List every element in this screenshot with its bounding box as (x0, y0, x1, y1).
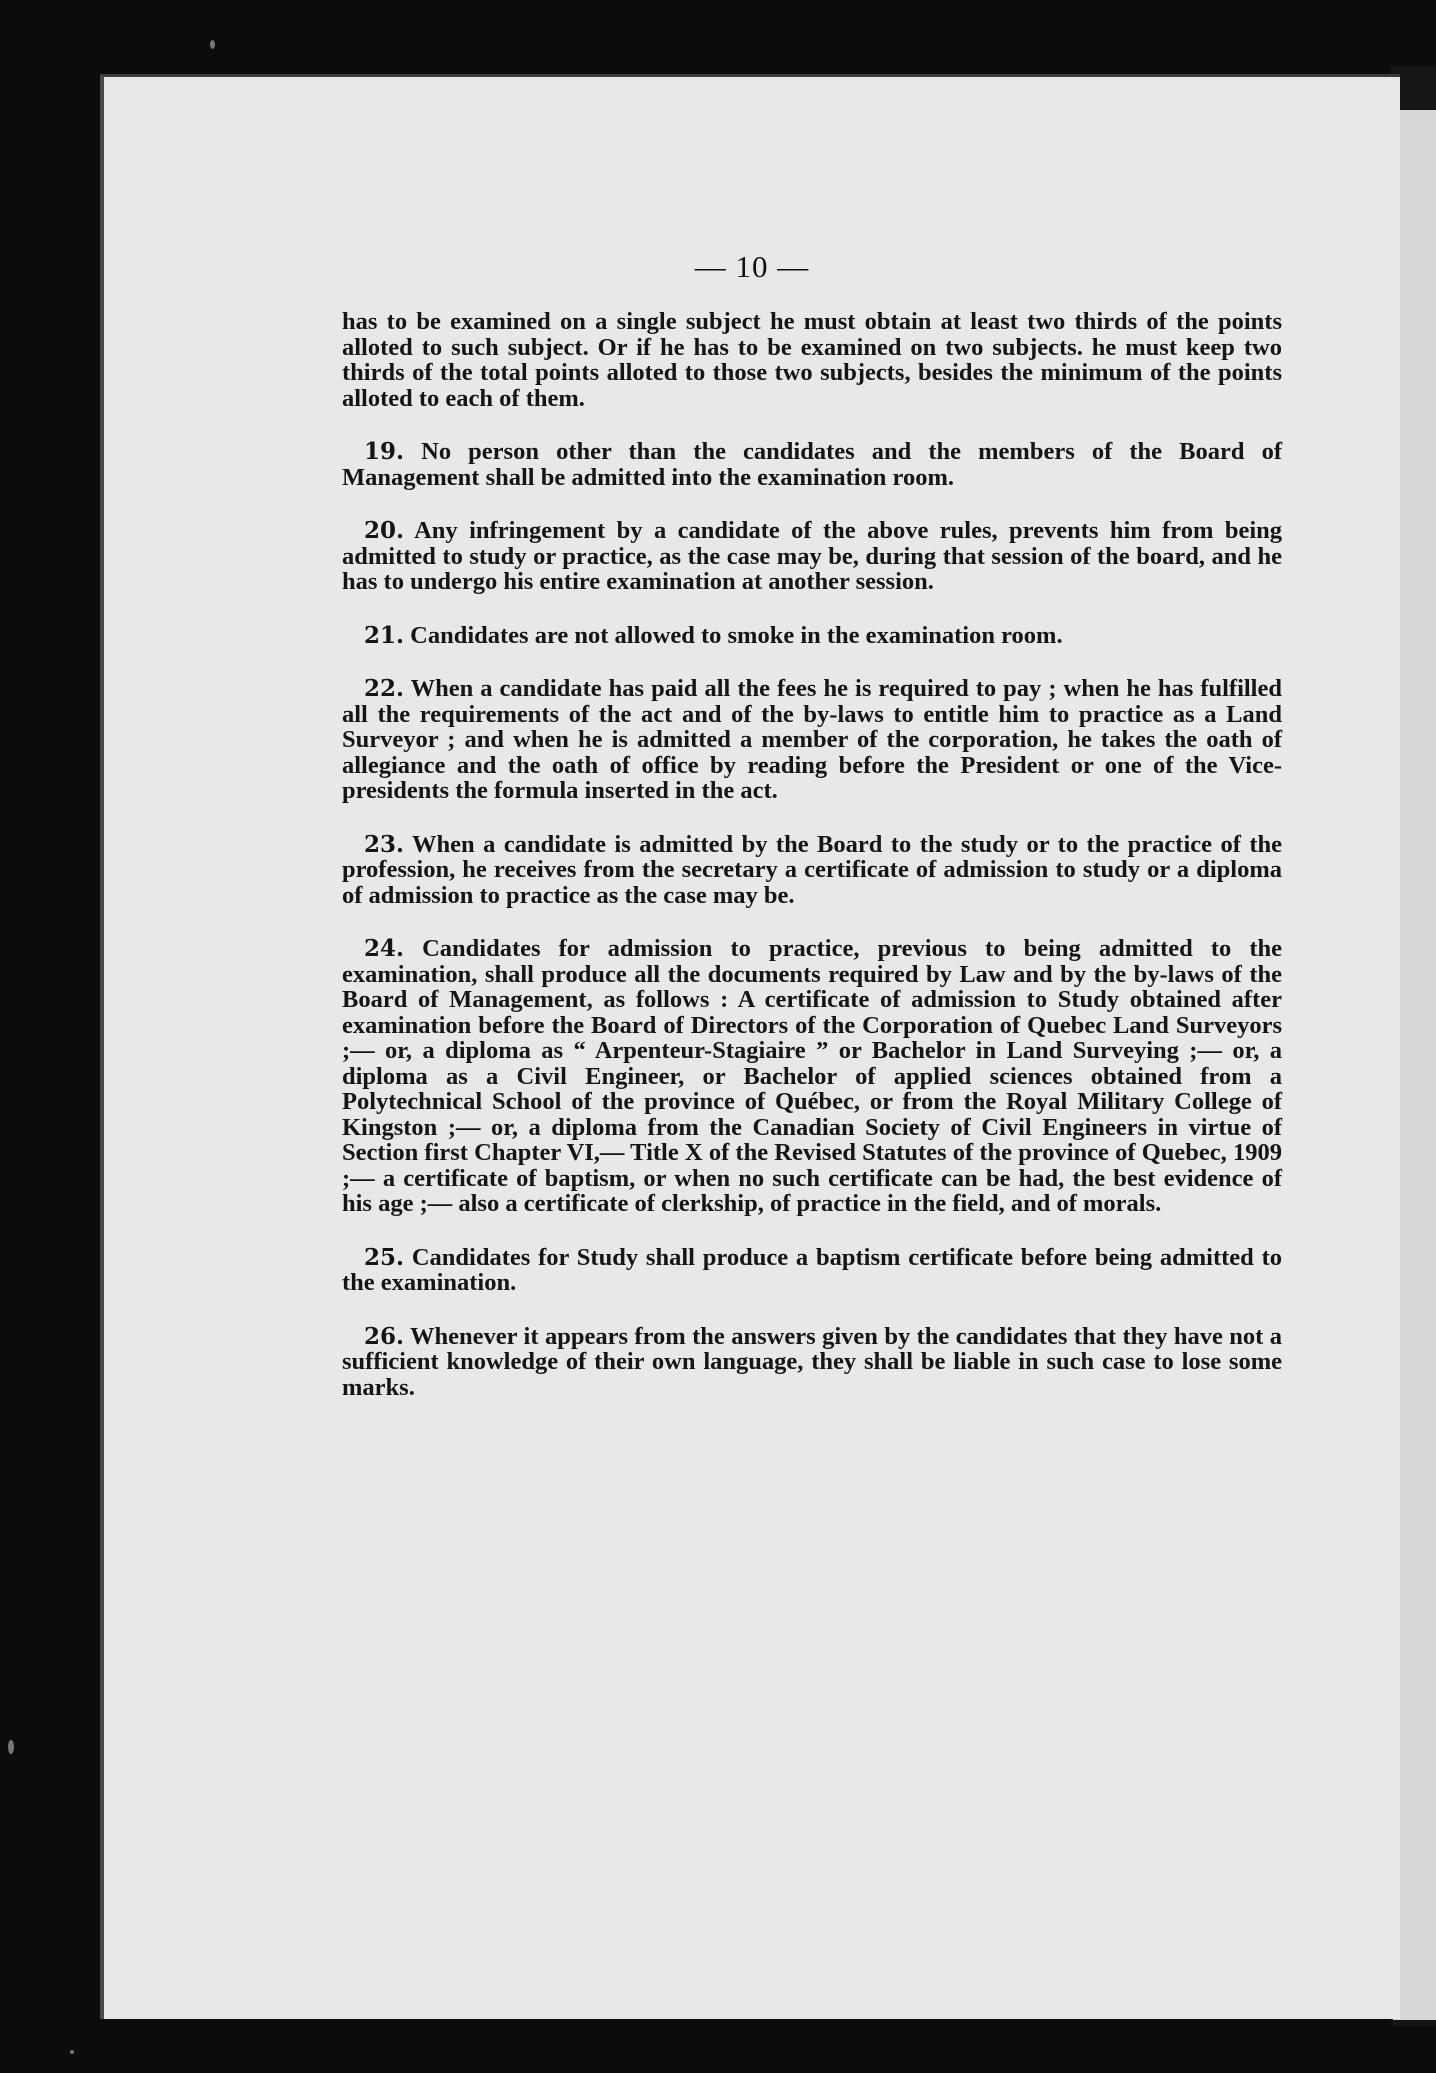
paragraph-continued (342, 309, 1282, 411)
paragraph-text: Candidates for admission to practice, previous to being admitted to the examination, shall produce all the documents required by Law and by the by-laws of the Board of Management, as follows : A certificate of admission to Study obtained after examination before the Board of Directors of the Corporation of Quebec Land Surveyors ;— or, a diploma as “ Arpenteur-Stagiaire ” or Bachelor in Land Surveying ;— or, a diploma as a Civil Engineer, or Bachelor of applied sciences obtained from a Polytechnical School of the province of Québec, or from the Royal Military College of Kingston ;— or, a diploma from the Canadian Society of Civil Engineers in virtue of Section first Chapter VI,— Title X of the Revised Statutes of the province of Quebec, 1909 ;— a certificate of baptism, or when no such certificate can be had, the best evidence of his age ;— also a certificate of clerkship, of practice in the field, and of morals. (342, 935, 1282, 1217)
paragraph-text: has to be examined on a single subject he must obtain at least two thirds of the points alloted to such subject. Or if he has to be examined on two subjects. he must keep two thirds of the total points alloted to those two subjects, besides the minimum of the points alloted to each of them. (342, 308, 1282, 412)
paragraph-text: Candidates are not allowed to smoke in the examination room. (410, 621, 1063, 649)
paragraph-number: 22. (364, 675, 405, 702)
document-page (100, 74, 1400, 2019)
paragraph-21 (342, 623, 1282, 649)
paragraph-26 (342, 1324, 1282, 1401)
paragraph-23 (342, 832, 1282, 909)
paragraph-text: Any infringement by a candidate of the above rules, prevents him from being admitted to study or practice, as the case may be, during that session of the board, and he has to undergo his entire examination at another session. (342, 517, 1282, 595)
scan-speck (210, 40, 215, 49)
scan-speck (8, 1740, 14, 1754)
paragraph-20 (342, 518, 1282, 595)
paragraph-text: When a candidate has paid all the fees he is required to pay ; when he has fulfilled all the requirements of the act and of the by-laws to entitle him to practice as a Land Surveyor ; and when he is admitted a member of the corporation, he takes the oath of allegiance and the oath of office by reading before the President or one of the Vice-presidents the formula inserted in the act. (342, 675, 1282, 804)
document-body (342, 309, 1282, 1428)
paragraph-number: 25. (364, 1243, 405, 1271)
paragraph-number: 24. (364, 935, 405, 962)
paragraph-number: 20. (364, 517, 405, 544)
paragraph-25 (342, 1245, 1282, 1296)
paragraph-text: Whenever it appears from the answers given by the candidates that they have not a sufficient knowledge of their own language, they shall be liable in such case to lose some marks. (342, 1322, 1283, 1401)
paragraph-number: 21. (364, 621, 405, 649)
paragraph-text: Candidates for Study shall produce a baptism certificate before being admitted to the examination. (342, 1243, 1282, 1296)
paragraph-number: 19. (364, 438, 405, 465)
scan-speck (70, 2050, 74, 2054)
paragraph-text: When a candidate is admitted by the Board to the study or to the practice of the profession, he receives from the secretary a certificate of admission to study or a diploma of admission to practice as the case may be. (342, 830, 1282, 909)
paragraph-number: 23. (364, 830, 405, 858)
paragraph-text: No person other than the candidates and the members of the Board of Management shall be admitted into the examination room. (342, 438, 1282, 491)
paragraph-24 (342, 936, 1282, 1217)
paragraph-number: 26. (364, 1322, 405, 1350)
paragraph-22 (342, 676, 1282, 804)
paragraph-19 (342, 439, 1282, 490)
page-number: — 10 — (694, 249, 810, 284)
